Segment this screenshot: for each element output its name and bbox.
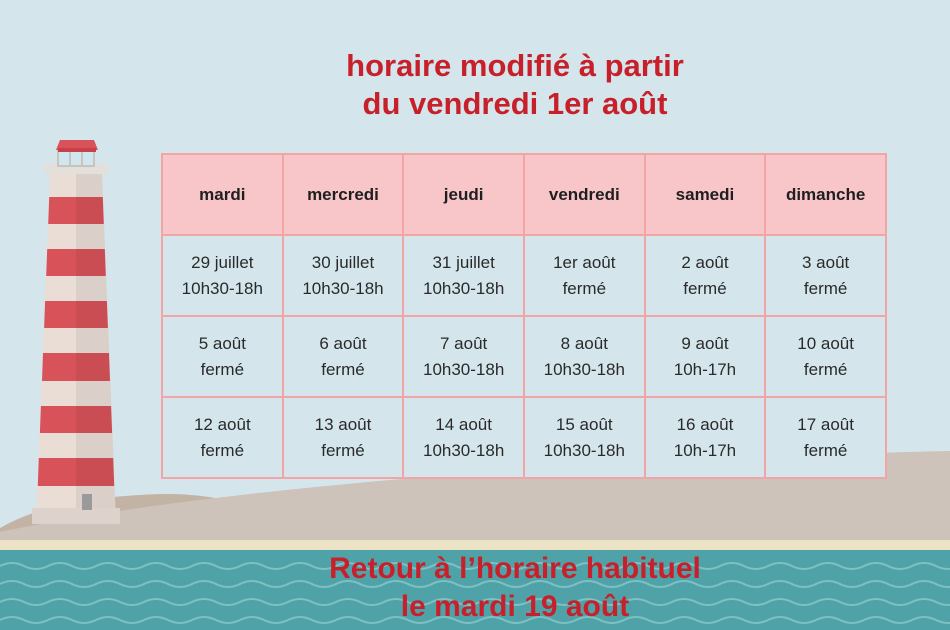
cell-hours: fermé: [803, 440, 848, 460]
cell-hours: 10h30-18h: [543, 440, 625, 460]
cell-hours: fermé: [321, 359, 365, 379]
cell-date: 30 juillet: [311, 252, 375, 272]
table-header-row: [162, 154, 886, 235]
day-cell: [524, 316, 645, 397]
day-cell: [765, 397, 886, 478]
day-cell: [162, 235, 283, 316]
cell-hours: fermé: [803, 278, 848, 298]
cell-date: 16 août: [676, 414, 734, 434]
cell-date: 9 août: [681, 333, 729, 353]
cell-date: 1er août: [553, 252, 616, 272]
column-header: mardi: [162, 154, 283, 235]
cell-date: 29 juillet: [191, 252, 254, 272]
column-header: samedi: [645, 154, 766, 235]
title-line-1: horaire modifié à partir: [346, 48, 684, 83]
column-header: dimanche: [765, 154, 886, 235]
day-cell: [283, 316, 404, 397]
cell-hours: fermé: [321, 440, 365, 460]
cell-hours: 10h-17h: [673, 359, 737, 379]
cell-date: 17 août: [797, 414, 854, 434]
cell-date: 10 août: [797, 333, 854, 353]
cell-hours: 10h30-18h: [302, 278, 384, 298]
day-cell: [403, 397, 524, 478]
cell-date: 6 août: [319, 333, 367, 353]
day-cell: [765, 316, 886, 397]
day-cell: [403, 316, 524, 397]
cell-hours: 10h30-18h: [422, 278, 505, 298]
footer-line-2: le mardi 19 août: [400, 590, 630, 623]
cell-hours: fermé: [683, 278, 727, 298]
cell-hours: 10h-17h: [673, 440, 737, 460]
cell-hours: 10h30-18h: [422, 440, 505, 460]
day-cell: [645, 316, 766, 397]
table-row: [162, 316, 886, 397]
cell-hours: fermé: [200, 359, 245, 379]
day-cell: [524, 397, 645, 478]
cell-hours: fermé: [200, 440, 245, 460]
day-cell: [645, 235, 766, 316]
column-header: mercredi: [283, 154, 404, 235]
cell-hours: 10h30-18h: [422, 359, 505, 379]
page-title: [230, 47, 800, 123]
schedule-table: [161, 153, 887, 479]
cell-date: 2 août: [681, 252, 729, 272]
column-header: jeudi: [403, 154, 524, 235]
day-cell: [162, 316, 283, 397]
column-header: vendredi: [524, 154, 645, 235]
day-cell: [403, 235, 524, 316]
cell-date: 7 août: [440, 333, 488, 353]
table-row: [162, 397, 886, 478]
cell-date: 5 août: [198, 333, 246, 353]
day-cell: [162, 397, 283, 478]
cell-date: 31 juillet: [432, 252, 495, 272]
day-cell: [283, 397, 404, 478]
day-cell: [645, 397, 766, 478]
table-row: [162, 235, 886, 316]
cell-hours: fermé: [803, 359, 848, 379]
cell-date: 3 août: [802, 252, 850, 272]
cell-hours: 10h30-18h: [543, 359, 625, 379]
cell-date: 13 août: [314, 414, 372, 434]
cell-date: 12 août: [193, 414, 251, 434]
footer-line-1: Retour à l’horaire habituel: [329, 552, 701, 585]
cell-date: 15 août: [555, 414, 613, 434]
day-cell: [524, 235, 645, 316]
cell-hours: 10h30-18h: [181, 278, 263, 298]
cell-date: 8 août: [560, 333, 608, 353]
day-cell: [283, 235, 404, 316]
day-cell: [765, 235, 886, 316]
cell-hours: fermé: [562, 278, 607, 298]
cell-date: 14 août: [435, 414, 492, 434]
footer-notice: [230, 550, 800, 626]
title-line-2: du vendredi 1er août: [362, 86, 668, 121]
